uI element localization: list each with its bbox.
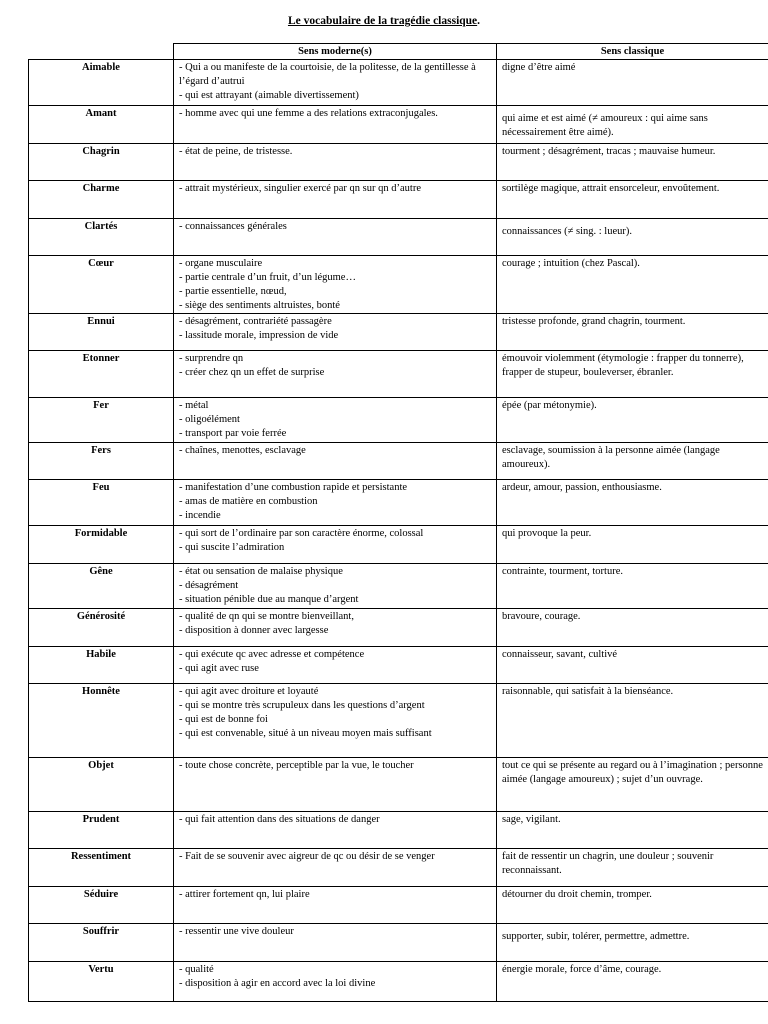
modern-sense-cell xyxy=(174,684,497,758)
modern-sense-line: - qui suscite l’admiration xyxy=(179,542,285,553)
modern-sense-line: - qui agit avec ruse xyxy=(179,663,259,674)
modern-sense-line: - oligoélément xyxy=(179,414,240,425)
classic-sense-line: fait de ressentir un chagrin, une douleur ; souvenir reconnaissant. xyxy=(502,851,714,876)
classic-sense-cell xyxy=(497,106,768,144)
modern-sense-line: - état ou sensation de malaise physique xyxy=(179,566,343,577)
vocab-word: Habile xyxy=(29,647,174,684)
classic-sense-cell xyxy=(497,812,768,849)
classic-sense-cell xyxy=(497,564,768,609)
page-title-text: Le vocabulaire de la tragédie classique xyxy=(287,15,478,27)
table-row xyxy=(29,526,768,564)
classic-sense-line: tourment ; désagrément, tracas ; mauvaise humeur. xyxy=(502,146,716,157)
table-row xyxy=(29,684,768,758)
classic-sense-line: émouvoir violemment (étymologie : frapper du tonnerre), frapper de stupeur, bouleverser, ébranler. xyxy=(502,353,744,378)
modern-sense-line: - siège des sentiments altruistes, bonté xyxy=(179,300,340,311)
table-row xyxy=(29,314,768,351)
classic-sense-cell xyxy=(497,480,768,526)
page-title xyxy=(0,14,768,28)
vocab-word: Fer xyxy=(29,398,174,443)
modern-sense-cell xyxy=(174,609,497,647)
modern-sense-line: - lassitude morale, impression de vide xyxy=(179,330,339,341)
modern-sense-cell xyxy=(174,256,497,314)
modern-sense-line: - qui sort de l’ordinaire par son caractère énorme, colossal xyxy=(179,528,424,539)
modern-sense-cell xyxy=(174,924,497,962)
modern-sense-cell xyxy=(174,181,497,219)
modern-sense-line: - manifestation d’une combustion rapide et persistante xyxy=(179,482,408,493)
modern-sense-cell xyxy=(174,144,497,181)
vocab-word: Feu xyxy=(29,480,174,526)
classic-sense-line: épée (par métonymie). xyxy=(502,400,597,411)
classic-sense-line: esclavage, soumission à la personne aimée (langage amoureux). xyxy=(502,445,720,470)
table-row xyxy=(29,962,768,1002)
classic-sense-cell xyxy=(497,256,768,314)
modern-sense-line: - qualité xyxy=(179,964,214,975)
vocab-word: Ressentiment xyxy=(29,849,174,887)
modern-sense-line: - partie centrale d’un fruit, d’un légume… xyxy=(179,272,356,283)
table-row xyxy=(29,758,768,812)
classic-sense-line: connaisseur, savant, cultivé xyxy=(502,649,618,660)
table-row xyxy=(29,609,768,647)
table-row xyxy=(29,181,768,219)
modern-sense-line: - disposition à agir en accord avec la loi divine xyxy=(179,978,376,989)
modern-sense-cell xyxy=(174,647,497,684)
classic-sense-line: connaissances (≠ sing. : lueur). xyxy=(502,226,632,237)
table-row xyxy=(29,398,768,443)
classic-sense-line: qui provoque la peur. xyxy=(502,528,592,539)
table-row xyxy=(29,887,768,924)
classic-sense-cell xyxy=(497,609,768,647)
modern-sense-line: - toute chose concrète, perceptible par la vue, le toucher xyxy=(179,760,414,771)
table-row xyxy=(29,106,768,144)
classic-sense-cell xyxy=(497,849,768,887)
vocabulary-table xyxy=(28,43,768,1002)
modern-sense-cell xyxy=(174,812,497,849)
modern-sense-line: - qui est convenable, situé à un niveau moyen mais suffisant xyxy=(179,728,432,739)
header-word xyxy=(29,44,174,60)
vocab-word: Charme xyxy=(29,181,174,219)
table-row xyxy=(29,924,768,962)
modern-sense-line: - qui est de bonne foi xyxy=(179,714,268,725)
table-row xyxy=(29,60,768,106)
modern-sense-cell xyxy=(174,962,497,1002)
modern-sense-line: - situation pénible due au manque d’argent xyxy=(179,594,359,605)
classic-sense-cell xyxy=(497,647,768,684)
classic-sense-line: tristesse profonde, grand chagrin, tourment. xyxy=(502,316,686,327)
modern-sense-line: - transport par voie ferrée xyxy=(179,428,287,439)
modern-sense-line: - métal xyxy=(179,400,209,411)
modern-sense-line: - attirer fortement qn, lui plaire xyxy=(179,889,310,900)
vocab-word: Amant xyxy=(29,106,174,144)
modern-sense-cell xyxy=(174,564,497,609)
table-header-row xyxy=(29,44,768,60)
classic-sense-cell xyxy=(497,962,768,1002)
classic-sense-cell xyxy=(497,181,768,219)
modern-sense-line: - homme avec qui une femme a des relations extraconjugales. xyxy=(179,108,438,119)
modern-sense-line: - disposition à donner avec largesse xyxy=(179,625,329,636)
classic-sense-line: bravoure, courage. xyxy=(502,611,581,622)
vocab-word: Fers xyxy=(29,443,174,480)
table-row xyxy=(29,849,768,887)
modern-sense-line: - connaissances générales xyxy=(179,221,287,232)
classic-sense-cell xyxy=(497,443,768,480)
classic-sense-line: sage, vigilant. xyxy=(502,814,561,825)
table-row xyxy=(29,351,768,398)
table-row xyxy=(29,647,768,684)
modern-sense-line: - qualité de qn qui se montre bienveillant, xyxy=(179,611,354,622)
vocab-word: Objet xyxy=(29,758,174,812)
classic-sense-cell xyxy=(497,60,768,106)
modern-sense-line: - qui est attrayant (aimable divertissement) xyxy=(179,90,359,101)
table-row xyxy=(29,219,768,256)
classic-sense-cell xyxy=(497,398,768,443)
table-row xyxy=(29,812,768,849)
modern-sense-line: - attrait mystérieux, singulier exercé par qn sur qn d’autre xyxy=(179,183,421,194)
vocab-word: Gêne xyxy=(29,564,174,609)
modern-sense-cell xyxy=(174,849,497,887)
classic-sense-cell xyxy=(497,219,768,256)
modern-sense-cell xyxy=(174,443,497,480)
vocab-word: Aimable xyxy=(29,60,174,106)
classic-sense-cell xyxy=(497,526,768,564)
header-classic-sense: Sens classique xyxy=(497,44,768,60)
modern-sense-cell xyxy=(174,480,497,526)
modern-sense-cell xyxy=(174,106,497,144)
vocab-word: Chagrin xyxy=(29,144,174,181)
table-row xyxy=(29,443,768,480)
classic-sense-line: raisonnable, qui satisfait à la bienséance. xyxy=(502,686,674,697)
modern-sense-line: - qui se montre très scrupuleux dans les questions d’argent xyxy=(179,700,425,711)
vocab-word: Prudent xyxy=(29,812,174,849)
modern-sense-line: - créer chez qn un effet de surprise xyxy=(179,367,325,378)
modern-sense-line: - surprendre qn xyxy=(179,353,244,364)
classic-sense-cell xyxy=(497,351,768,398)
classic-sense-cell xyxy=(497,887,768,924)
classic-sense-line: sortilège magique, attrait ensorceleur, envoûtement. xyxy=(502,183,720,194)
modern-sense-cell xyxy=(174,351,497,398)
modern-sense-line: - ressentir une vive douleur xyxy=(179,926,294,937)
modern-sense-cell xyxy=(174,60,497,106)
vocab-word: Séduire xyxy=(29,887,174,924)
table-row xyxy=(29,144,768,181)
vocab-word: Clartés xyxy=(29,219,174,256)
classic-sense-cell xyxy=(497,144,768,181)
classic-sense-line: énergie morale, force d’âme, courage. xyxy=(502,964,662,975)
vocab-word: Formidable xyxy=(29,526,174,564)
modern-sense-line: - état de peine, de tristesse. xyxy=(179,146,293,157)
classic-sense-cell xyxy=(497,924,768,962)
modern-sense-line: - amas de matière en combustion xyxy=(179,496,318,507)
modern-sense-line: - qui exécute qc avec adresse et compétence xyxy=(179,649,365,660)
vocab-word: Honnête xyxy=(29,684,174,758)
classic-sense-line: contrainte, tourment, torture. xyxy=(502,566,624,577)
vocab-word: Vertu xyxy=(29,962,174,1002)
page-title-period: . xyxy=(477,15,481,27)
classic-sense-line: supporter, subir, tolérer, permettre, admettre. xyxy=(502,931,690,942)
table-row xyxy=(29,256,768,314)
vocab-word: Ennui xyxy=(29,314,174,351)
modern-sense-cell xyxy=(174,219,497,256)
classic-sense-cell xyxy=(497,314,768,351)
modern-sense-cell xyxy=(174,887,497,924)
header-modern-sense: Sens moderne(s) xyxy=(174,44,497,60)
classic-sense-line: digne d’être aimé xyxy=(502,62,576,73)
classic-sense-line: courage ; intuition (chez Pascal). xyxy=(502,258,640,269)
modern-sense-cell xyxy=(174,526,497,564)
classic-sense-cell xyxy=(497,684,768,758)
classic-sense-cell xyxy=(497,758,768,812)
classic-sense-line: qui aime et est aimé (≠ amoureux : qui aime sans nécessairement être aimé). xyxy=(502,113,708,138)
classic-sense-line: tout ce qui se présente au regard ou à l’imagination ; personne aimée (langage amoureux) ; sujet d’un ouvrage. xyxy=(502,760,763,785)
modern-sense-line: - organe musculaire xyxy=(179,258,263,269)
modern-sense-cell xyxy=(174,758,497,812)
modern-sense-line: - Fait de se souvenir avec aigreur de qc ou désir de se venger xyxy=(179,851,435,862)
table-row xyxy=(29,480,768,526)
modern-sense-line: - Qui a ou manifeste de la courtoisie, de la politesse, de la gentillesse à l’égard d’autrui xyxy=(179,62,476,87)
vocab-word: Générosité xyxy=(29,609,174,647)
table-body xyxy=(29,60,768,1002)
vocab-word: Cœur xyxy=(29,256,174,314)
modern-sense-line: - chaînes, menottes, esclavage xyxy=(179,445,306,456)
table-row xyxy=(29,564,768,609)
modern-sense-line: - incendie xyxy=(179,510,221,521)
modern-sense-line: - partie essentielle, nœud, xyxy=(179,286,287,297)
modern-sense-line: - qui fait attention dans des situations de danger xyxy=(179,814,380,825)
vocab-word: Etonner xyxy=(29,351,174,398)
modern-sense-line: - désagrément xyxy=(179,580,239,591)
classic-sense-line: ardeur, amour, passion, enthousiasme. xyxy=(502,482,662,493)
modern-sense-cell xyxy=(174,398,497,443)
classic-sense-line: détourner du droit chemin, tromper. xyxy=(502,889,652,900)
modern-sense-cell xyxy=(174,314,497,351)
modern-sense-line: - qui agit avec droiture et loyauté xyxy=(179,686,319,697)
vocab-word: Souffrir xyxy=(29,924,174,962)
modern-sense-line: - désagrément, contrariété passagère xyxy=(179,316,332,327)
